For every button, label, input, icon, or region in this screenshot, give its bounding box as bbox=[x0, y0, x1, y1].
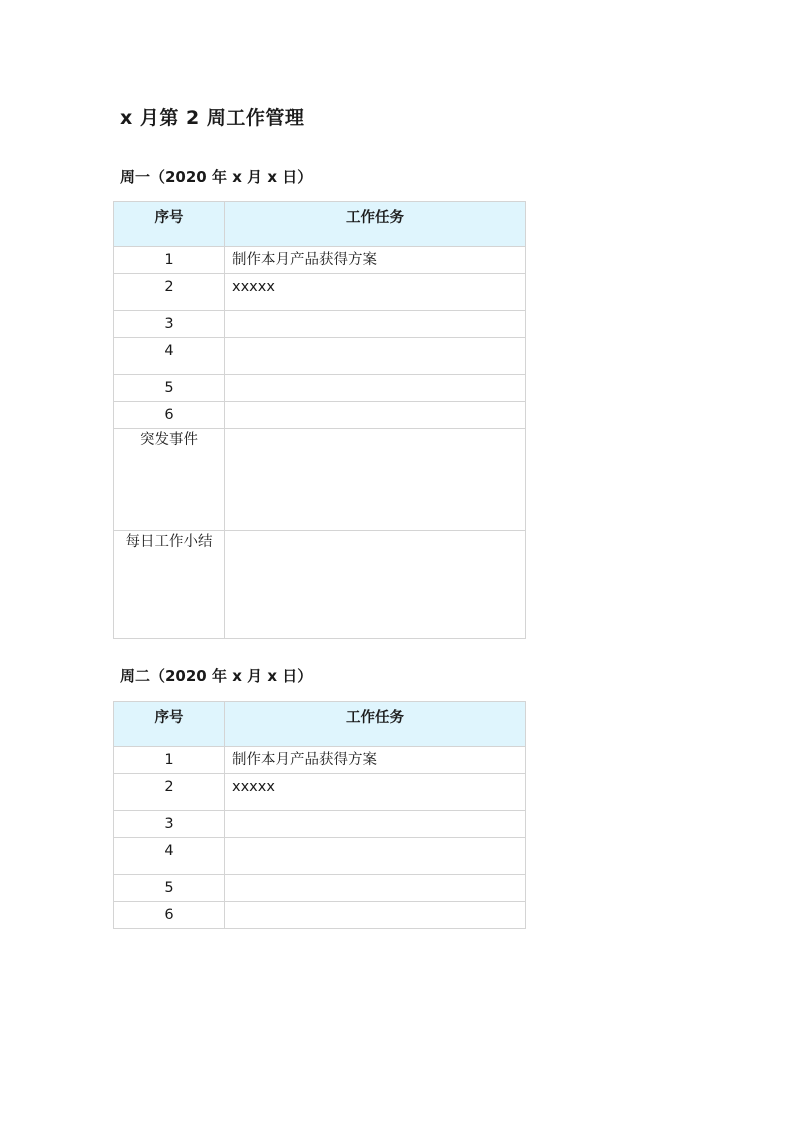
row-number: 4 bbox=[164, 843, 174, 859]
table-header-row bbox=[114, 702, 526, 747]
table-row bbox=[114, 274, 526, 311]
row-number-cell bbox=[114, 774, 225, 811]
row-number: 5 bbox=[164, 880, 174, 896]
row-number-cell bbox=[114, 811, 225, 838]
task-text bbox=[232, 902, 525, 906]
task-cell[interactable] bbox=[225, 338, 526, 375]
task-text: 制作本月产品获得方案 bbox=[232, 252, 377, 268]
row-number-cell bbox=[114, 902, 225, 929]
row-number-cell bbox=[114, 274, 225, 311]
daily-summary-content bbox=[232, 531, 525, 535]
table-row bbox=[114, 747, 526, 774]
task-cell[interactable] bbox=[225, 875, 526, 902]
task-table-monday bbox=[113, 201, 526, 639]
row-number: 6 bbox=[164, 907, 174, 923]
task-text: xxxxx bbox=[232, 779, 275, 795]
task-cell[interactable] bbox=[225, 274, 526, 311]
table-row bbox=[114, 375, 526, 402]
table-row bbox=[114, 338, 526, 375]
row-number-cell bbox=[114, 311, 225, 338]
task-text: 制作本月产品获得方案 bbox=[232, 752, 377, 768]
row-number-cell bbox=[114, 875, 225, 902]
daily-summary-row bbox=[114, 531, 526, 639]
row-number-cell bbox=[114, 747, 225, 774]
table-row bbox=[114, 902, 526, 929]
task-cell[interactable] bbox=[225, 811, 526, 838]
row-number-cell bbox=[114, 402, 225, 429]
task-cell[interactable] bbox=[225, 402, 526, 429]
task-text bbox=[232, 311, 525, 315]
row-number: 5 bbox=[164, 380, 174, 396]
row-number: 3 bbox=[164, 816, 174, 832]
task-text bbox=[232, 402, 525, 406]
header-col-task: 工作任务 bbox=[225, 702, 526, 747]
row-number-cell bbox=[114, 338, 225, 375]
table-row bbox=[114, 402, 526, 429]
header-col-number: 序号 bbox=[114, 702, 225, 747]
daily-summary-label: 每日工作小结 bbox=[125, 534, 213, 550]
header-col-number: 序号 bbox=[114, 202, 225, 247]
table-header-row bbox=[114, 202, 526, 247]
table-row bbox=[114, 247, 526, 274]
day-heading-monday: 周一（2020 年 x 月 x 日） bbox=[120, 168, 313, 186]
table-row bbox=[114, 811, 526, 838]
incident-label-cell bbox=[114, 429, 225, 531]
task-cell[interactable] bbox=[225, 247, 526, 274]
row-number-cell bbox=[114, 838, 225, 875]
task-cell[interactable] bbox=[225, 747, 526, 774]
table-row bbox=[114, 838, 526, 875]
task-text bbox=[232, 338, 525, 342]
task-table-tuesday bbox=[113, 701, 526, 929]
task-cell[interactable] bbox=[225, 902, 526, 929]
day-heading-tuesday: 周二（2020 年 x 月 x 日） bbox=[120, 667, 313, 685]
row-number: 2 bbox=[164, 779, 174, 795]
task-cell[interactable] bbox=[225, 375, 526, 402]
incident-content-cell[interactable] bbox=[225, 429, 526, 531]
task-text bbox=[232, 375, 525, 379]
task-cell[interactable] bbox=[225, 774, 526, 811]
row-number: 1 bbox=[164, 752, 174, 768]
task-text: xxxxx bbox=[232, 279, 275, 295]
table-row bbox=[114, 774, 526, 811]
header-col-task: 工作任务 bbox=[225, 202, 526, 247]
row-number: 1 bbox=[164, 252, 174, 268]
page-title: x 月第 2 周工作管理 bbox=[120, 107, 305, 129]
row-number: 4 bbox=[164, 343, 174, 359]
row-number-cell bbox=[114, 247, 225, 274]
incident-content bbox=[232, 429, 525, 433]
table-row bbox=[114, 311, 526, 338]
row-number: 2 bbox=[164, 279, 174, 295]
task-text bbox=[232, 811, 525, 815]
incident-label: 突发事件 bbox=[140, 432, 198, 448]
incident-row bbox=[114, 429, 526, 531]
task-cell[interactable] bbox=[225, 311, 526, 338]
task-text bbox=[232, 838, 525, 842]
daily-summary-label-cell bbox=[114, 531, 225, 639]
row-number-cell bbox=[114, 375, 225, 402]
row-number: 6 bbox=[164, 407, 174, 423]
row-number: 3 bbox=[164, 316, 174, 332]
task-text bbox=[232, 875, 525, 879]
table-row bbox=[114, 875, 526, 902]
task-cell[interactable] bbox=[225, 838, 526, 875]
daily-summary-content-cell[interactable] bbox=[225, 531, 526, 639]
